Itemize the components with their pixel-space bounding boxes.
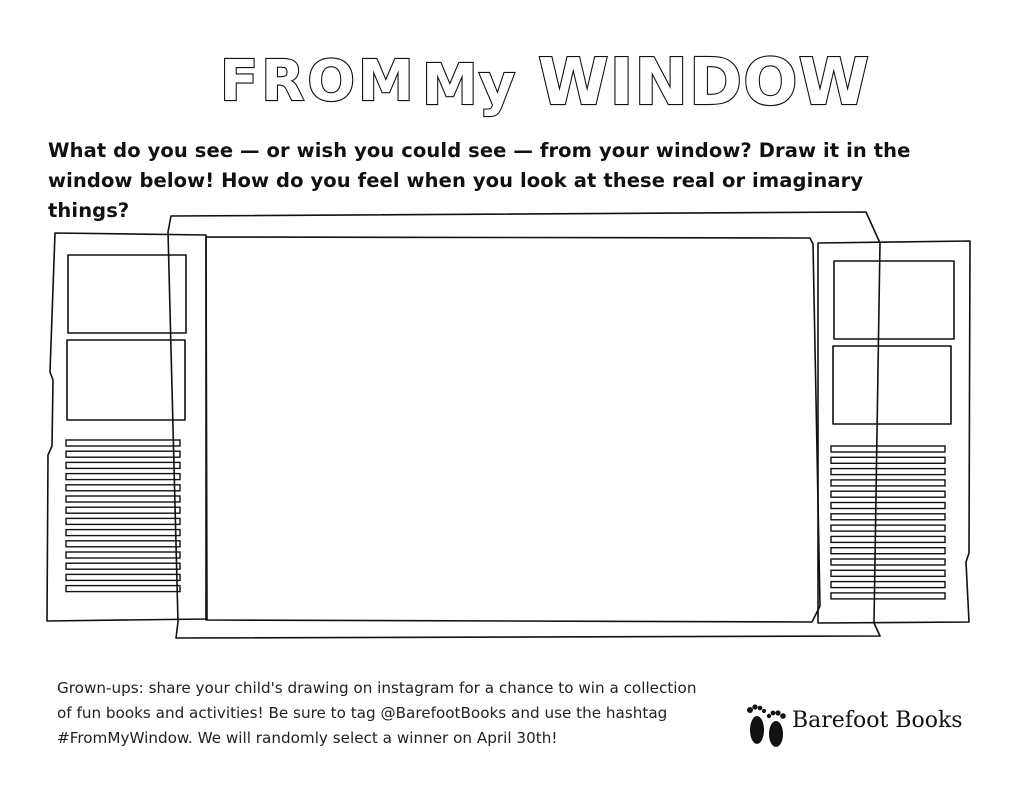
left-shutter-slat [66, 574, 180, 580]
right-shutter-panel-middle [833, 346, 951, 424]
window-frame [168, 212, 880, 638]
right-shutter-slat [831, 457, 945, 463]
right-shutter [818, 241, 970, 623]
title-word-window: WINDOW [538, 46, 871, 120]
left-shutter-slat [66, 507, 180, 513]
right-shutter-slat [831, 480, 945, 486]
right-shutter-panel-top [834, 261, 954, 339]
left-shutter-slat [66, 496, 180, 502]
left-shutter-slat [66, 530, 180, 536]
left-shutter-slat [66, 563, 180, 569]
right-shutter-slat [831, 570, 945, 576]
drawing-prompt: What do you see — or wish you could see — from your window? Draw it in the window below! How do you feel when you look at these real or imaginary things? [48, 139, 911, 222]
right-shutter-slat [831, 503, 945, 509]
left-shutter-panel-middle [67, 340, 185, 420]
right-shutter-slat [831, 469, 945, 475]
left-shutter-slat [66, 485, 180, 491]
right-shutter-slat [831, 514, 945, 520]
right-shutter-slat [831, 548, 945, 554]
left-shutter-slat [66, 586, 180, 592]
title-word-from: FROM [220, 49, 417, 114]
left-shutter-slat [66, 518, 180, 524]
right-shutter-slat [831, 536, 945, 542]
grownups-note: Grown-ups: share your child's drawing on instagram for a chance to win a collection of fun books and activities! Be sure to tag @BarefootBooks and use the hashtag #FromMyWindow. We will randomly select a winner on April 30th! [57, 679, 697, 747]
right-shutter-slat [831, 593, 945, 599]
left-shutter-slat [66, 552, 180, 558]
footprints-icon [742, 700, 790, 750]
right-shutter-slat [831, 491, 945, 497]
brand-logo [742, 700, 992, 750]
brand-name: Barefoot Books [792, 708, 963, 733]
right-shutter-slat [831, 559, 945, 565]
right-shutter-slat [831, 446, 945, 452]
left-shutter-slat [66, 451, 180, 457]
left-shutter-slat [66, 474, 180, 480]
left-shutter-slat [66, 462, 180, 468]
left-shutter-slat [66, 541, 180, 547]
title-word-my: My [422, 53, 517, 118]
window-glass [206, 237, 820, 622]
right-shutter-slat [831, 525, 945, 531]
left-shutter-slat [66, 440, 180, 446]
right-shutter-slat [831, 582, 945, 588]
